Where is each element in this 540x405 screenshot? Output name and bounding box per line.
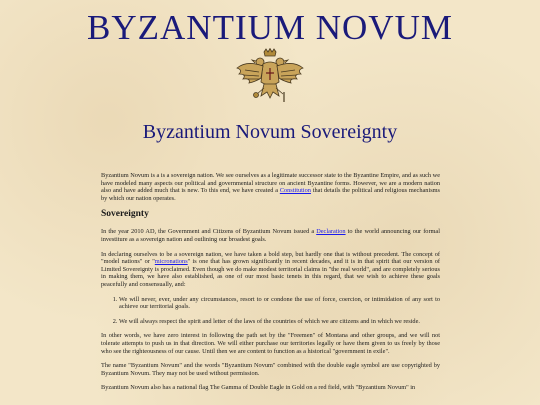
principles-list (101, 296, 440, 326)
declaration-link[interactable]: Declaration (316, 228, 346, 236)
list-item: 1. We will never, ever, under any circumstances, resort to or condone the use of force, coercion, or intimidation of any sort to achieve our territorial goals. (119, 296, 440, 311)
double-headed-eagle-icon (233, 48, 307, 106)
list-item: 2. We will always respect the spirit and letter of the laws of the countries of which we are citizens and in which we reside. (119, 318, 440, 326)
flag-paragraph: Byzantium Novum also has a national flag The Gamma of Double Eagle in Gold on a red field, with "Byzantium Novum" in (101, 384, 416, 392)
micronations-paragraph: In declaring ourselves to be a sovereign nation, we have taken a bold step, but hardly one that is without precedent. The concept of "model nations" or "micronations" is one that has grown significantly in recent decades, and it is in that spirit that our version of Limited Sovereignty is proclaimed. Even though we do make modest territorial claims in "the real world", and are completely serious in making them, we have also established, as one of our most basic tenets in this regard, that we wish to achieve these goals peacefully and consensually, and: (101, 250, 441, 288)
freemen-paragraph: In other words, we have zero interest in following the path set by the "Freemen" of Montana and other groups, and we will not tolerate attempts to push us in that direction. We will either purchase our territories legally or have them given to us freely by those who see the righteousness of our cause. Until then we are content to function as a historical "government in exile". (101, 332, 440, 355)
intro-paragraph: Byzantium Novum is a is a sovereign nation. We see ourselves as a legitimate successor state to the Byzantine Empire, and as such we have modeled many aspects our political and governmental structure on ancient Byzantine forms. However, we are a modern nation also and have added much that is new. To this end, we have created a Constitution that details the political and religious mechanisms by which our nation operates. (101, 172, 440, 202)
main-content (101, 172, 440, 399)
constitution-link[interactable]: Constitution (279, 187, 311, 195)
declaration-paragraph: In the year 2010 AD, the Government and Citizens of Byzantium Novum issued a Declaration to the world announcing our formal investiture as a sovereign nation and outlining our broadest goals. (101, 228, 440, 243)
sovereignty-heading: Sovereignty (101, 209, 149, 220)
site-title: BYZANTIUM NOVUM (87, 8, 453, 47)
page-heading: Byzantium Novum Sovereignty (142, 121, 398, 143)
copyright-paragraph: The name "Byzantium Novum" and the words "Byzantium Novum" combined with the double eagle symbol are use copyrighted by Byzantium Novum. They may not be used without permission. (101, 362, 440, 377)
micronations-link[interactable]: micronations (154, 258, 188, 266)
